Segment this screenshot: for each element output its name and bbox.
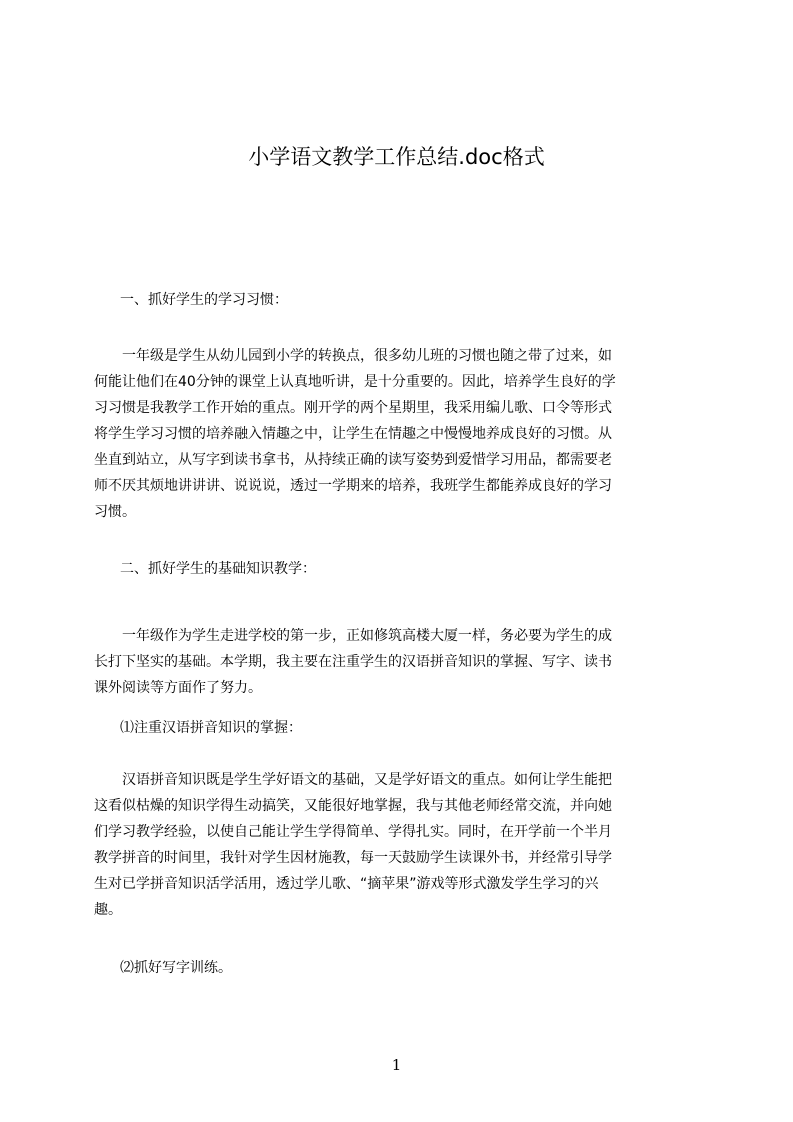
page-number: 1 bbox=[391, 1056, 402, 1074]
paragraph-line: 趣。 bbox=[94, 902, 122, 918]
paragraph-line: 一年级作为学生走进学校的第一步，正如修筑高楼大厦一样，务必要为学生的成 bbox=[94, 628, 612, 644]
subsection-paragraph-1 bbox=[94, 767, 700, 923]
paragraph-line: 课外阅读等方面作了努力。 bbox=[94, 680, 262, 696]
paragraph-line: 一年级是学生从幼儿园到小学的转换点，很多幼儿班的习惯也随之带了过来，如 bbox=[94, 348, 612, 364]
paragraph-line: 长打下坚实的基础。本学期，我主要在注重学生的汉语拼音知识的掌握、写字、读书 bbox=[94, 654, 612, 670]
subsection-heading-1: ⑴注重汉语拼音知识的掌握： bbox=[120, 720, 302, 736]
paragraph-line: 汉语拼音知识既是学生学好语文的基础，又是学好语文的重点。如何让学生能把 bbox=[94, 772, 612, 788]
paragraph-line: 坐直到站立，从写字到读书拿书，从持续正确的读写姿势到爱惜学习用品，都需要老 bbox=[94, 452, 612, 468]
subsection-heading-2: ⑵抓好写字训练。 bbox=[120, 960, 232, 976]
paragraph-line: 教学拼音的时间里，我针对学生因材施教，每一天鼓励学生读课外书，并经常引导学 bbox=[94, 850, 612, 866]
paragraph-line: 习惯。 bbox=[94, 504, 136, 520]
paragraph-line: 习习惯是我教学工作开始的重点。刚开学的两个星期里，我采用编儿歌、口令等形式 bbox=[94, 400, 612, 416]
paragraph-line: 将学生学习习惯的培养融入情趣之中，让学生在情趣之中慢慢地养成良好的习惯。从 bbox=[94, 426, 612, 442]
paragraph-line: 这看似枯燥的知识学得生动搞笑，又能很好地掌握，我与其他老师经常交流，并向她 bbox=[94, 798, 612, 814]
paragraph-line: 们学习教学经验，以使自己能让学生学得简单、学得扎实。同时，在开学前一个半月 bbox=[94, 824, 612, 840]
section-heading-2: 二、抓好学生的基础知识教学： bbox=[120, 561, 316, 577]
paragraph-line: 师不厌其烦地讲讲讲、说说说，透过一学期来的培养，我班学生都能养成良好的学习 bbox=[94, 478, 612, 494]
section-paragraph-2 bbox=[94, 623, 700, 701]
paragraph-line: 何能让他们在40分钟的课堂上认真地听讲，是十分重要的。因此，培养学生良好的学 bbox=[94, 374, 616, 390]
document-title: 小学语文教学工作总结.doc格式 bbox=[248, 145, 545, 169]
section-paragraph-1 bbox=[94, 343, 700, 525]
paragraph-line: 生对已学拼音知识活学活用，透过学儿歌、“摘苹果”游戏等形式激发学生学习的兴 bbox=[94, 876, 599, 892]
section-heading-1: 一、抓好学生的学习习惯： bbox=[120, 292, 288, 308]
